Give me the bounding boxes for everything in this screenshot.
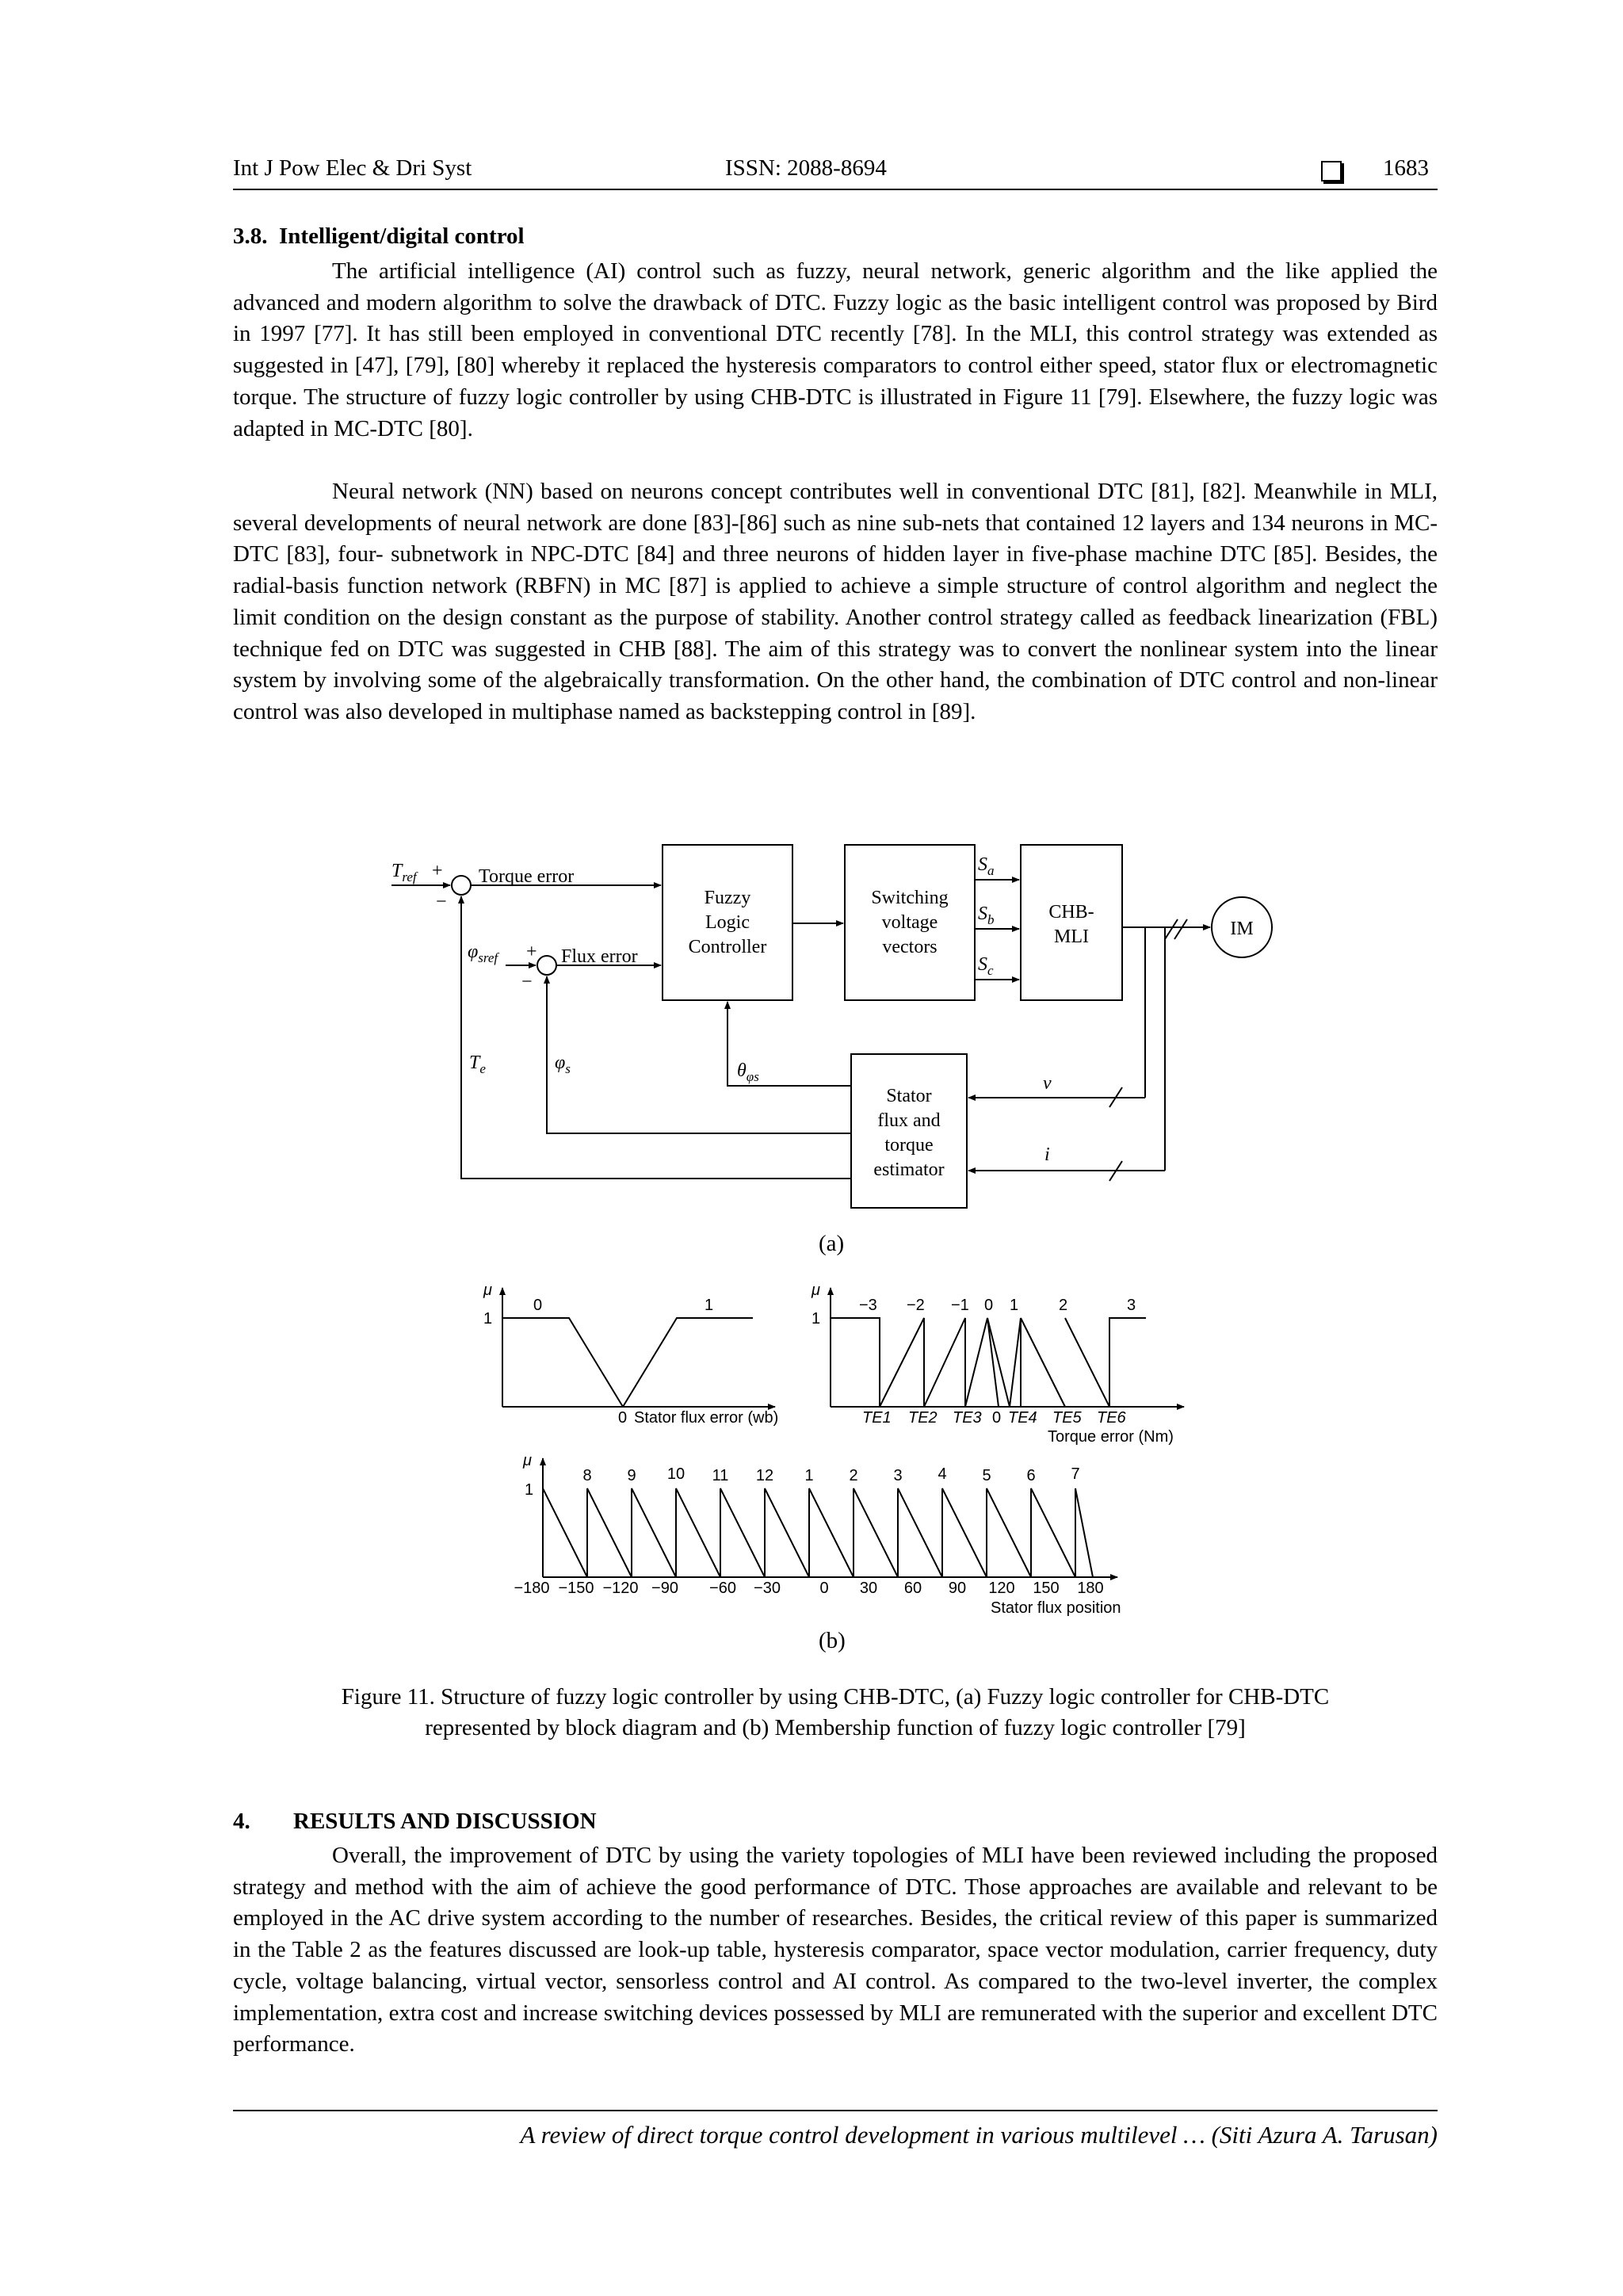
svg-text:Sa: $S_a$ xyxy=(978,854,995,878)
paragraph-results: Overall, the improvement of DTC by using the variety topologies of MLI have been reviewed including the proposed strategy and method with the aim of achieve the good performance of DTC. Those approaches are available and relevant to be employed in the AC drive system according to the number of researches. Besides, the critical review of this paper is summarized in the Table 2 as the features discussed are look-up table, hysteresis comparator, space vector modulation, carrier frequency, duty cycle, voltage balancing, virtual vector, sensorless control and AI control. As compared to the two-level inverter, the complex implementation, extra cost and increase switching devices possessed by MLI are remunerated with the superior and excellent DTC performance. xyxy=(233,1843,1438,2057)
position-mf-sawtooth xyxy=(543,1488,1093,1577)
svg-text:TE6: TE6 xyxy=(1097,1409,1126,1427)
figure-11a-block-diagram xyxy=(365,824,1300,1221)
svg-text:120: 120 xyxy=(988,1580,1015,1597)
svg-text:v: v xyxy=(1043,1073,1052,1094)
svg-text:i: i xyxy=(1044,1144,1050,1165)
svg-text:MLI: MLI xyxy=(1054,926,1089,947)
svg-text:μ: μ xyxy=(812,1282,820,1299)
svg-text:Sb: $S_b$ xyxy=(978,904,995,927)
svg-text:Logic: Logic xyxy=(705,912,750,933)
svg-text:90: 90 xyxy=(948,1580,967,1597)
paragraph-ai-control: The artificial intelligence (AI) control such as fuzzy, neural network, generic algorithm and the like applied the advanced and modern algorithm to solve the drawback of DTC. Fuzzy logic as the basic intelligent control was proposed by Bird in 1997 [77]. It has still been employed in conventional DTC recently [78]. In the MLI, this control strategy was extended as suggested in [47], [79], [80] whereby it replaced the hysteresis comparators to control either speed, stator flux or electromagnetic torque. The structure of fuzzy logic controller by using CHB-DTC is illustrated in Figure 11 [79]. Elsewhere, the fuzzy logic was adapted in MC-DTC [80]. xyxy=(233,258,1438,441)
position-axis-label: Stator flux position xyxy=(991,1599,1121,1617)
paragraph-neural-network: Neural network (NN) based on neurons concept contributes well in conventional DTC [81], [82]. Meanwhile in MLI, several developments of neural network are done [83]-[86] such as nine sub-nets that contained 12 layers and 134 neurons in MC-DTC [83], four- subnetwork in NPC-DTC [84] and three neurons of hidden layer in five-phase machine DTC [85]. Besides, the radial-basis function network (RBFN) in MC [87] is applied to achieve a simple structure of control algorithm and neglect the limit condition on the design constant as the purpose of stability. Another control strategy called as feedback linearization (FBL) technique fed on DTC was suggested in CHB [88]. The aim of this strategy was to convert the nonlinear system into the linear system by involving some of the algebraically transformation. On the other hand, the combination of DTC control and non-linear control was also developed in multiphase named as backstepping control in [89]. xyxy=(233,479,1438,724)
svg-text:Controller: Controller xyxy=(688,937,767,957)
svg-text:1: 1 xyxy=(483,1310,493,1328)
svg-text:+: + xyxy=(432,861,443,881)
svg-text:TE3: TE3 xyxy=(953,1409,982,1427)
torque-sum-junction xyxy=(452,876,471,895)
svg-text:CHB-: CHB- xyxy=(1048,902,1094,923)
svg-text:φs: $\varphi_s$ xyxy=(555,1052,571,1076)
svg-text:11: 11 xyxy=(712,1467,729,1484)
running-header-journal: Int J Pow Elec & Dri Syst xyxy=(233,155,472,181)
svg-text:Sc: $S_c$ xyxy=(978,954,994,978)
svg-text:−30: −30 xyxy=(754,1580,781,1597)
svg-text:μ: μ xyxy=(483,1282,492,1299)
page-box-icon xyxy=(1321,161,1342,181)
svg-text:−90: −90 xyxy=(651,1580,678,1597)
svg-text:10: 10 xyxy=(666,1465,685,1483)
svg-text:μ: μ xyxy=(523,1452,532,1469)
svg-text:150: 150 xyxy=(1033,1580,1060,1597)
svg-text:3: 3 xyxy=(1127,1297,1136,1314)
svg-text:flux and: flux and xyxy=(877,1110,941,1131)
svg-text:30: 30 xyxy=(859,1580,878,1597)
svg-text:−2: −2 xyxy=(907,1297,925,1314)
figure-11-caption: Figure 11. Structure of fuzzy logic controller by using CHB-DTC, (a) Fuzzy logic controller for CHB-DTC represented by block diagram and (b) Membership function of fuzzy logic controller [79] xyxy=(341,1684,1330,1740)
svg-text:6: 6 xyxy=(1026,1467,1036,1484)
svg-text:TE2: TE2 xyxy=(908,1409,938,1427)
torque-mf-triangles xyxy=(831,1318,1146,1407)
running-header-issn: ISSN: 2088-8694 xyxy=(725,155,887,181)
svg-text:1: 1 xyxy=(812,1310,821,1328)
svg-text:12: 12 xyxy=(755,1467,774,1484)
sublabel-a: (a) xyxy=(819,1231,845,1256)
header-rule xyxy=(233,189,1438,190)
svg-text:−: − xyxy=(436,892,447,912)
svg-text:−120: −120 xyxy=(602,1580,639,1597)
svg-text:−180: −180 xyxy=(514,1580,550,1597)
svg-text:2: 2 xyxy=(849,1467,858,1484)
svg-text:1: 1 xyxy=(705,1297,714,1314)
svg-text:−150: −150 xyxy=(558,1580,594,1597)
svg-text:9: 9 xyxy=(627,1467,636,1484)
svg-text:Te: $T_e$ xyxy=(469,1052,486,1076)
svg-text:torque: torque xyxy=(884,1135,934,1156)
svg-text:−: − xyxy=(521,972,533,992)
svg-text:4: 4 xyxy=(938,1465,947,1483)
svg-text:7: 7 xyxy=(1071,1465,1080,1483)
svg-text:1: 1 xyxy=(1010,1297,1019,1314)
svg-text:voltage: voltage xyxy=(881,912,938,933)
svg-text:vectors: vectors xyxy=(882,937,938,957)
svg-text:θφs: $\theta_{\varphi s}$ xyxy=(737,1060,759,1084)
svg-text:TE1: TE1 xyxy=(862,1409,892,1427)
svg-text:Fuzzy: Fuzzy xyxy=(704,888,751,908)
svg-text:3: 3 xyxy=(893,1467,903,1484)
running-footer: A review of direct torque control development in various multilevel … (Siti Azura A. Tarusan) xyxy=(520,2121,1438,2149)
svg-text:+: + xyxy=(526,942,537,962)
flux-axis-label: Stator flux error (wb) xyxy=(634,1409,779,1427)
svg-text:φsref: $\varphi_{sref}$ xyxy=(468,942,498,965)
svg-text:−60: −60 xyxy=(709,1580,736,1597)
torque-axis-label: Torque error (Nm) xyxy=(1048,1428,1174,1446)
svg-text:1: 1 xyxy=(804,1467,814,1484)
torque-error-label: Torque error xyxy=(479,866,575,887)
svg-text:estimator: estimator xyxy=(873,1159,945,1180)
svg-text:TE5: TE5 xyxy=(1052,1409,1082,1427)
svg-text:0: 0 xyxy=(533,1297,543,1314)
svg-text:1: 1 xyxy=(525,1481,534,1499)
svg-text:−3: −3 xyxy=(859,1297,877,1314)
svg-text:0: 0 xyxy=(992,1409,1002,1427)
svg-text:180: 180 xyxy=(1077,1580,1104,1597)
chb-mli-block xyxy=(1021,845,1122,1000)
svg-text:0: 0 xyxy=(618,1409,628,1427)
svg-text:8: 8 xyxy=(582,1467,592,1484)
svg-text:0: 0 xyxy=(984,1297,994,1314)
footer-rule xyxy=(233,2110,1438,2111)
flux-sum-junction xyxy=(537,956,556,975)
flux-mf-1 xyxy=(623,1318,753,1407)
svg-text:Tref: $T_{ref}$ xyxy=(391,861,417,884)
svg-text:TE4: TE4 xyxy=(1008,1409,1037,1427)
svg-text:Stator: Stator xyxy=(886,1086,932,1106)
section-heading-4-number: 4. xyxy=(233,1809,250,1834)
svg-text:60: 60 xyxy=(903,1580,922,1597)
svg-text:2: 2 xyxy=(1059,1297,1068,1314)
svg-text:5: 5 xyxy=(982,1467,991,1484)
svg-text:0: 0 xyxy=(819,1580,829,1597)
flux-error-label: Flux error xyxy=(561,946,638,967)
page-number: 1683 xyxy=(1383,155,1429,181)
sublabel-b: (b) xyxy=(819,1628,846,1653)
section-heading-4: RESULTS AND DISCUSSION xyxy=(293,1809,597,1834)
estimator-block xyxy=(851,1054,967,1208)
svg-text:−1: −1 xyxy=(951,1297,969,1314)
svg-text:IM: IM xyxy=(1230,919,1254,939)
flux-mf-0 xyxy=(502,1318,623,1407)
svg-text:Switching: Switching xyxy=(871,888,949,908)
section-heading-3-8: 3.8. Intelligent/digital control xyxy=(233,223,525,249)
figure-11b-membership-functions xyxy=(468,1268,1205,1625)
